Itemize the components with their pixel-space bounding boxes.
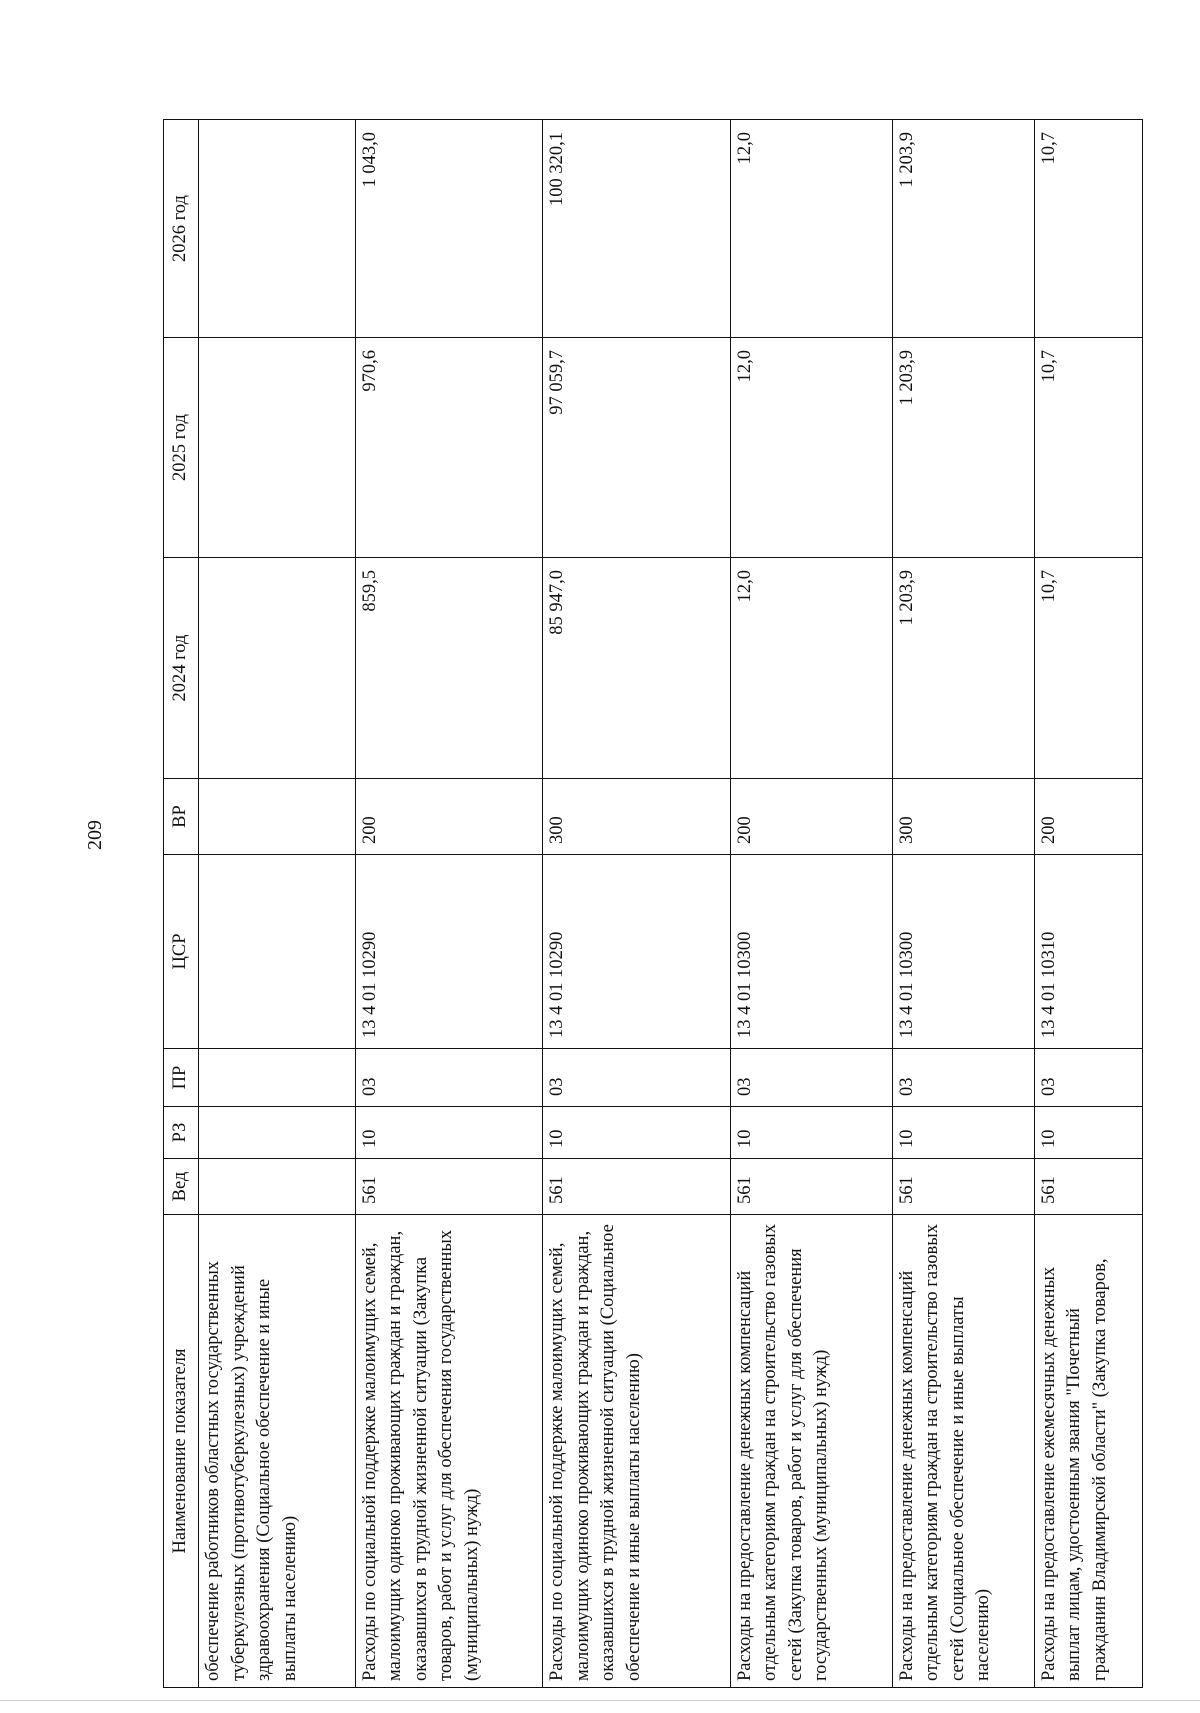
cell-vr: 300 xyxy=(543,779,730,855)
cell-csr: 13 4 01 10300 xyxy=(892,855,1034,1049)
table-row xyxy=(355,120,542,1688)
page-number: 209 xyxy=(84,820,106,850)
cell-2024: 12,0 xyxy=(730,558,892,779)
cell-csr: 13 4 01 10290 xyxy=(355,855,542,1049)
cell-vr xyxy=(199,779,356,855)
cell-vr: 200 xyxy=(355,779,542,855)
cell-vr: 200 xyxy=(1034,779,1142,855)
cell-2026: 1 043,0 xyxy=(355,120,542,338)
cell-name: Расходы на предоставление денежных компенсаций отдельным категориям граждан на строительство газовых сетей (Закупка товаров, работ и услуг для обеспечения государственных (муниципальных) нужд) xyxy=(730,1215,892,1688)
header-2026: 2026 год xyxy=(164,120,199,338)
cell-vr: 200 xyxy=(730,779,892,855)
cell-2025: 10,7 xyxy=(1034,338,1142,558)
table-row xyxy=(543,120,730,1688)
cell-rz: 10 xyxy=(1034,1107,1142,1159)
cell-ved: 561 xyxy=(543,1159,730,1215)
cell-2026: 12,0 xyxy=(730,120,892,338)
header-ved: Вед xyxy=(164,1159,199,1215)
cell-vr: 300 xyxy=(892,779,1034,855)
table-row xyxy=(730,120,892,1688)
header-csr: ЦСР xyxy=(164,855,199,1049)
cell-name: Расходы по социальной поддержке малоимущих семей, малоимущих одиноко проживающих граждан и граждан, оказавшихся в трудной жизненной ситуации (Закупка товаров, работ и услуг для обеспечения государственных (муниципальных) нужд) xyxy=(355,1215,542,1688)
cell-2025: 97 059,7 xyxy=(543,338,730,558)
header-vr: ВР xyxy=(164,779,199,855)
cell-2025: 12,0 xyxy=(730,338,892,558)
cell-csr: 13 4 01 10290 xyxy=(543,855,730,1049)
cell-pr: 03 xyxy=(730,1049,892,1107)
cell-csr: 13 4 01 10310 xyxy=(1034,855,1142,1049)
cell-pr: 03 xyxy=(892,1049,1034,1107)
budget-table xyxy=(163,119,1143,1688)
cell-csr xyxy=(199,855,356,1049)
cell-rz: 10 xyxy=(543,1107,730,1159)
cell-ved: 561 xyxy=(1034,1159,1142,1215)
header-2024: 2024 год xyxy=(164,558,199,779)
cell-name: Расходы на предоставление ежемесячных денежных выплат лицам, удостоенным звания "Почетный гражданин Владимирской области" (Закупка товаров, xyxy=(1034,1215,1142,1688)
header-rz: РЗ xyxy=(164,1107,199,1159)
table-row xyxy=(199,120,356,1688)
cell-name: Расходы на предоставление денежных компенсаций отдельным категориям граждан на строительство газовых сетей (Социальное обеспечение и иные выплаты населению) xyxy=(892,1215,1034,1688)
cell-name: Расходы по социальной поддержке малоимущих семей, малоимущих одиноко проживающих граждан и граждан, оказавшихся в трудной жизненной ситуации (Социальное обеспечение и иные выплаты населению) xyxy=(543,1215,730,1688)
page-edge-line xyxy=(0,1700,1200,1701)
cell-pr: 03 xyxy=(1034,1049,1142,1107)
budget-table-container xyxy=(163,120,1143,1688)
cell-2025: 1 203,9 xyxy=(892,338,1034,558)
header-pr: ПР xyxy=(164,1049,199,1107)
table-row xyxy=(892,120,1034,1688)
cell-rz: 10 xyxy=(730,1107,892,1159)
cell-ved: 561 xyxy=(730,1159,892,1215)
header-2025: 2025 год xyxy=(164,338,199,558)
cell-2024: 85 947,0 xyxy=(543,558,730,779)
cell-2024: 859,5 xyxy=(355,558,542,779)
cell-ved: 561 xyxy=(892,1159,1034,1215)
cell-2026: 10,7 xyxy=(1034,120,1142,338)
table-row xyxy=(1034,120,1142,1688)
table-header-row xyxy=(164,120,199,1688)
cell-2025: 970,6 xyxy=(355,338,542,558)
cell-pr xyxy=(199,1049,356,1107)
cell-2024: 10,7 xyxy=(1034,558,1142,779)
cell-rz: 10 xyxy=(355,1107,542,1159)
cell-ved: 561 xyxy=(355,1159,542,1215)
cell-pr: 03 xyxy=(543,1049,730,1107)
cell-pr: 03 xyxy=(355,1049,542,1107)
cell-2026 xyxy=(199,120,356,338)
cell-2024: 1 203,9 xyxy=(892,558,1034,779)
cell-2024 xyxy=(199,558,356,779)
cell-rz: 10 xyxy=(892,1107,1034,1159)
cell-ved xyxy=(199,1159,356,1215)
cell-2026: 100 320,1 xyxy=(543,120,730,338)
cell-2025 xyxy=(199,338,356,558)
cell-2026: 1 203,9 xyxy=(892,120,1034,338)
header-name: Наименование показателя xyxy=(164,1215,199,1688)
cell-rz xyxy=(199,1107,356,1159)
cell-csr: 13 4 01 10300 xyxy=(730,855,892,1049)
cell-name: обеспечение работников областных государственных туберкулезных (противотуберкулезных) учреждений здравоохранения (Социальное обеспечение и иные выплаты населению) xyxy=(199,1215,356,1688)
